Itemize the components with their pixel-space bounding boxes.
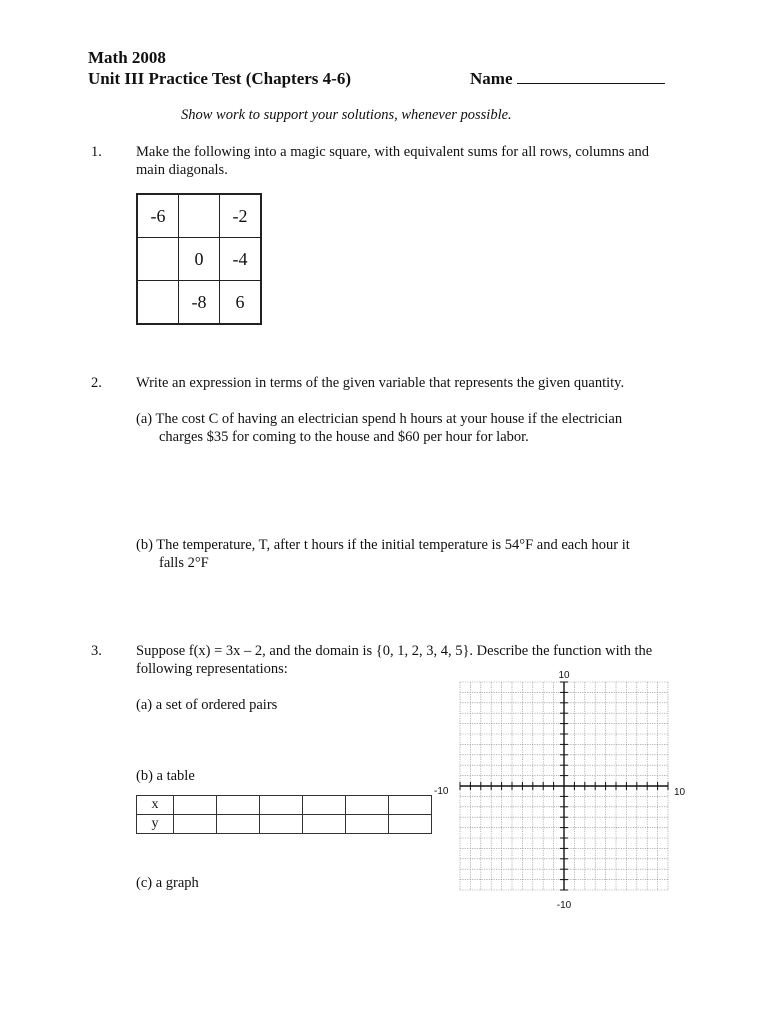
table-row — [137, 796, 432, 815]
x-header: x — [137, 796, 174, 815]
q1-text-line2: main diagonals. — [136, 162, 228, 178]
name-blank-line[interactable] — [517, 69, 665, 84]
q2a-line1: (a) The cost C of having an electrician spend h hours at your house if the electrician — [136, 411, 623, 427]
y-axis-max-label: 10 — [558, 670, 570, 681]
q3-text-line2: following representations: — [136, 661, 288, 677]
table-cell[interactable] — [303, 815, 346, 834]
y-header: y — [137, 815, 174, 834]
q2b-line2: falls 2°F — [159, 555, 209, 571]
name-label: Name — [470, 69, 513, 88]
magic-cell[interactable]: -2 — [220, 194, 262, 238]
test-title: Unit III Practice Test (Chapters 4-6) — [88, 69, 351, 88]
table-cell[interactable] — [303, 796, 346, 815]
table-cell[interactable] — [260, 796, 303, 815]
q3c-label: (c) a graph — [136, 875, 199, 891]
q1-text-line1: Make the following into a magic square, with equivalent sums for all rows, columns and — [136, 144, 650, 160]
magic-cell[interactable] — [137, 238, 179, 281]
q3a-label: (a) a set of ordered pairs — [136, 697, 278, 713]
table-cell[interactable] — [389, 815, 432, 834]
table-cell[interactable] — [346, 815, 389, 834]
course-title: Math 2008 — [88, 48, 166, 67]
magic-cell[interactable]: 6 — [220, 281, 262, 325]
name-field[interactable] — [470, 69, 665, 89]
table-cell[interactable] — [174, 796, 217, 815]
xy-table — [136, 795, 432, 834]
q3-number: 3. — [91, 643, 102, 659]
table-row — [137, 815, 432, 834]
q2b-line1: (b) The temperature, T, after t hours if the initial temperature is 54°F and each hour it — [136, 537, 630, 553]
table-cell[interactable] — [346, 796, 389, 815]
q3-text-line1: Suppose f(x) = 3x – 2, and the domain is {0, 1, 2, 3, 4, 5}. Describe the function with the — [136, 643, 653, 659]
magic-cell[interactable]: -6 — [137, 194, 179, 238]
magic-square-row — [137, 238, 261, 281]
magic-cell[interactable]: 0 — [179, 238, 220, 281]
q2-number: 2. — [91, 375, 102, 391]
magic-cell[interactable]: -8 — [179, 281, 220, 325]
table-cell[interactable] — [174, 815, 217, 834]
q2a-line2: charges $35 for coming to the house and $60 per hour for labor. — [159, 429, 529, 445]
magic-square — [136, 193, 262, 325]
q1-number: 1. — [91, 144, 102, 160]
magic-cell[interactable]: -4 — [220, 238, 262, 281]
coordinate-grid[interactable] — [428, 668, 708, 918]
q2-prompt: Write an expression in terms of the given variable that represents the given quantity. — [136, 375, 625, 391]
table-cell[interactable] — [260, 815, 303, 834]
magic-square-row — [137, 281, 261, 325]
table-cell[interactable] — [217, 815, 260, 834]
q3b-label: (b) a table — [136, 768, 195, 784]
y-axis-min-label: -10 — [556, 900, 572, 911]
table-cell[interactable] — [389, 796, 432, 815]
magic-square-row — [137, 194, 261, 238]
table-cell[interactable] — [217, 796, 260, 815]
x-axis-min-label: -10 — [434, 786, 449, 797]
x-axis-max-label: 10 — [674, 787, 686, 798]
instructions: Show work to support your solutions, whenever possible. — [181, 107, 512, 123]
magic-cell[interactable] — [179, 194, 220, 238]
magic-cell[interactable] — [137, 281, 179, 325]
